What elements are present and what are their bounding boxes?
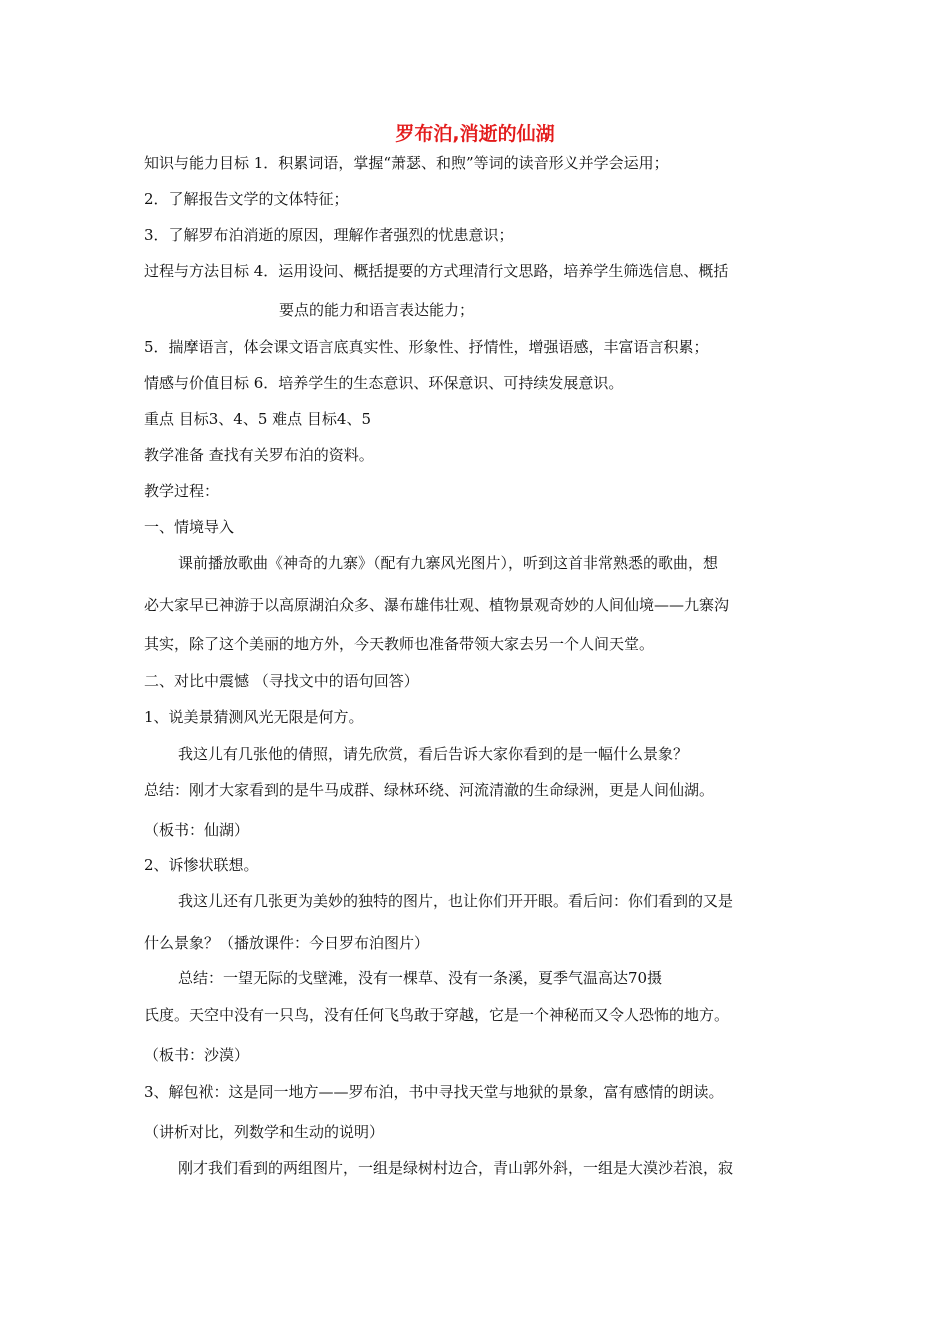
summary-line: 总结：刚才大家看到的是牛马成群、绿林环绕、河流清澈的生命绿洲，更是人间仙湖。 (144, 781, 715, 799)
section-1-heading: 一、情境导入 (144, 518, 235, 536)
paragraph-line: 其实，除了这个美丽的地方外，今天教师也准备带领大家去另一个人间天堂。 (144, 635, 655, 653)
paragraph-line: 氏度。天空中没有一只鸟，没有任何飞鸟敢于穿越，它是一个神秘而又令人恐怖的地方。 (144, 1006, 730, 1024)
objective-emotion-6: 情感与价值目标 6．培养学生的生态意识、环保意识、可持续发展意识。 (144, 374, 624, 392)
summary-line: 总结：一望无际的戈壁滩，没有一棵草、没有一条溪，夏季气温高达70摄 (178, 969, 663, 987)
paragraph-line: 什么景象？（播放课件：今日罗布泊图片） (144, 934, 430, 952)
subsection-3-heading: 3、解包袱：这是同一地方——罗布泊，书中寻找天堂与地狱的景象，富有感情的朗读。 (144, 1083, 724, 1101)
paragraph-line: 课前播放歌曲《神奇的九寨》（配有九寨风光图片），听到这首非常熟悉的歌曲，想 (178, 554, 719, 572)
objective-process-4-cont: 要点的能力和语言表达能力； (279, 301, 475, 319)
paragraph-line: 刚才我们看到的两组图片，一组是绿树村边合，青山郭外斜，一组是大漠沙若浪，寂 (178, 1159, 734, 1177)
subsection-1-heading: 1、说美景猜测风光无限是何方。 (144, 708, 364, 726)
objective-knowledge-3: 3．了解罗布泊消逝的原因，理解作者强烈的忧患意识； (144, 226, 514, 244)
objective-process-4: 过程与方法目标 4．运用设问、概括提要的方式理清行文思路，培养学生筛选信息、概括 (144, 262, 729, 280)
paragraph-line: 必大家早已神游于以高原湖泊众多、瀑布雄伟壮观、植物景观奇妙的人间仙境——九寨沟 (144, 596, 730, 614)
objective-process-5: 5．揣摩语言，体会课文语言底真实性、形象性、抒情性，增强语感，丰富语言积累； (144, 338, 709, 356)
objective-knowledge-1: 知识与能力目标 1．积累词语，掌握“萧瑟、和煦”等词的读音形义并学会运用； (144, 154, 669, 172)
key-points: 重点 目标3、4、5 难点 目标4、5 (144, 410, 372, 428)
paragraph-line: 我这儿有几张他的倩照，请先欣赏，看后告诉大家你看到的是一幅什么景象？ (178, 745, 689, 763)
teaching-process-heading: 教学过程： (144, 482, 220, 500)
document-title: 罗布泊,消逝的仙湖 (395, 123, 555, 145)
paragraph-line: 我这儿还有几张更为美妙的独特的图片，也让你们开开眼。看后问：你们看到的又是 (178, 892, 734, 910)
objective-knowledge-2: 2．了解报告文学的文体特征； (144, 190, 349, 208)
board-note: （板书：仙湖） (144, 821, 250, 839)
section-2-heading: 二、对比中震憾 （寻找文中的语句回答） (144, 672, 419, 690)
paragraph-line: （讲析对比，列数学和生动的说明） (144, 1123, 385, 1141)
subsection-2-heading: 2、诉惨状联想。 (144, 856, 259, 874)
board-note: （板书：沙漠） (144, 1046, 250, 1064)
teaching-preparation: 教学准备 查找有关罗布泊的资料。 (144, 446, 374, 464)
